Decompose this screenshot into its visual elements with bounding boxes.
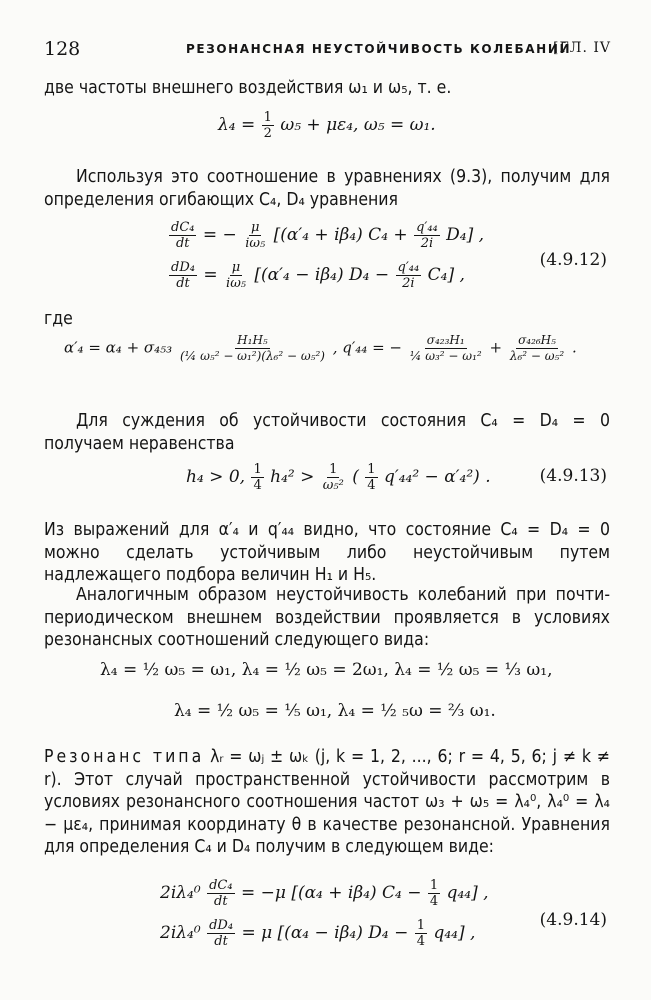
resonance-relations-line-2: λ₄ = ½ ω₅ = ⅕ ω₁, λ₄ = ½ ₅ω = ⅔ ω₁.	[174, 701, 496, 721]
q-numerator: q′₄₄	[416, 220, 438, 235]
inequality-2-lhs: h₄² >	[270, 467, 320, 487]
resonance-relations-line-1: λ₄ = ½ ω₅ = ω₁, λ₄ = ½ ω₅ = 2ω₁, λ₄ = ½ ω₅ = ⅓ ω₁,	[100, 660, 553, 680]
derivative-numerator: dC₄	[171, 220, 195, 235]
fraction-numerator: 1	[367, 462, 376, 477]
plus-sign: +	[489, 338, 503, 357]
paragraph-4: Из выражений для α′₄ и q′₄₄ видно, что состояние C₄ = D₄ = 0 можно сделать устойчивым либо неустойчивым путем надлежащего подбора величин H₁ и H₅.	[44, 520, 610, 585]
equation-line-2	[168, 260, 465, 291]
equation-4-9-13	[186, 462, 491, 493]
equation-body: = μ [(α₄ − iβ₄) D₄ −	[241, 923, 414, 943]
fraction-denominator: 4	[416, 934, 426, 949]
q-first-numerator: σ₄₂₃H₁	[426, 333, 465, 347]
equals-sign: =	[203, 265, 218, 285]
page-number: 128	[44, 38, 81, 60]
derivative-denominator: dt	[214, 894, 228, 909]
fraction-numerator: 1	[253, 462, 262, 477]
paragraph-6-body: λᵣ = ωⱼ ± ωₖ (j, k = 1, 2, ..., 6; r = 4, 5, 6; j ≠ k ≠ r). Этот случай пространственной устойчивости рассмотрим в условиях резонансного соотношения частот ω₃ + ω₅ = λ₄⁰, λ₄⁰ = λ₄ − με₄, принимая координату θ в качестве резонансной. Уравнения для определения C₄ и D₄ получим в следующем виде:	[44, 747, 610, 857]
equation-body: = −μ [(α₄ + iβ₄) C₄ −	[240, 883, 427, 903]
formula-lhs: λ₄ =	[218, 115, 261, 135]
derivative-denominator: dt	[176, 276, 190, 291]
paragraph-2: Используя это соотношение в уравнениях (9.3), получим для определения огибающих C₄, D₄ уравнения	[44, 167, 610, 210]
equation-number-4-9-14: (4.9.14)	[539, 910, 607, 930]
equation-end: D₄] ,	[446, 225, 485, 245]
formula-rest: ω₅ + με₄, ω₅ = ω₁.	[280, 115, 436, 135]
mu-denominator: iω₅	[245, 236, 266, 251]
equation-body: [(α′₄ − iβ₄) D₄ −	[254, 265, 395, 285]
fraction-denominator: 4	[253, 478, 262, 493]
alpha-definition-lhs: α′₄ = α₄ + σ₄₅₃	[64, 338, 173, 357]
derivative-numerator: dC₄	[209, 878, 233, 893]
coefficient: 2iλ₄⁰	[160, 923, 201, 943]
fraction-half	[262, 110, 274, 141]
q-definition-lhs: , q′₄₄ = −	[332, 338, 402, 357]
mu-denominator: iω₅	[226, 276, 247, 291]
paragraph-1: две частоты внешнего воздействия ω₁ и ω₅, т. е.	[44, 78, 452, 98]
period: .	[571, 338, 577, 357]
fraction-numerator: 1	[416, 918, 426, 933]
page-header	[44, 38, 611, 62]
q-numerator: q′₄₄	[397, 260, 420, 275]
fraction-denominator: 2	[263, 126, 272, 141]
fraction-denominator: 4	[367, 478, 376, 493]
coefficient: 2iλ₄⁰	[160, 883, 201, 903]
formula-definitions	[64, 333, 577, 364]
derivative-denominator: dt	[175, 236, 190, 251]
inequality-2-rhs: q′₄₄² − α′₄²) .	[383, 467, 491, 487]
section-run-in-title: Резонанс типа	[44, 747, 205, 767]
q-first-denominator: ¼ ω₃² − ω₁²	[409, 349, 482, 363]
mu-numerator: μ	[250, 220, 260, 235]
derivative-numerator: dD₄	[209, 918, 234, 933]
equation-line-2	[160, 918, 475, 949]
equals-minus: = −	[202, 225, 237, 245]
equation-line-1	[160, 878, 489, 909]
equation-end: C₄] ,	[427, 265, 465, 285]
alpha-numerator: H₁H₅	[237, 333, 268, 347]
running-title: РЕЗОНАНСНАЯ НЕУСТОЙЧИВОСТЬ КОЛЕБАНИЙ	[186, 42, 572, 56]
equation-body: [(α′₄ + iβ₄) C₄ +	[273, 225, 414, 245]
alpha-denominator: (¼ ω₅² − ω₁²)(λ₆² − ω₅²)	[179, 349, 325, 363]
fraction-numerator: 1	[263, 110, 272, 125]
q-second-denominator: λ₆² − ω₅²	[509, 349, 565, 363]
chapter-label: [ГЛ. IV	[553, 40, 611, 56]
where-label: где	[44, 309, 73, 329]
equation-line-1	[168, 220, 484, 251]
open-paren: (	[352, 467, 359, 487]
mu-numerator: μ	[231, 260, 241, 275]
paragraph-5: Аналогичным образом неустойчивость колебаний при почти-периодическом внешнем воздействии проявляется в условиях резонансных соотношений следующего вида:	[44, 585, 610, 650]
equation-number-4-9-12: (4.9.12)	[539, 250, 607, 270]
fraction-denominator: 4	[429, 894, 439, 909]
q-denominator: 2i	[402, 276, 415, 291]
equation-end: q₄₄] ,	[433, 923, 476, 943]
q-second-numerator: σ₄₂₆H₅	[518, 333, 556, 347]
paragraph-6	[44, 746, 610, 859]
fraction-numerator: 1	[429, 878, 439, 893]
derivative-denominator: dt	[214, 934, 228, 949]
equation-end: q₄₄] ,	[446, 883, 489, 903]
fraction-numerator: 1	[329, 462, 338, 477]
fraction-denominator: ω₅²	[322, 478, 344, 493]
inequality-1: h₄ > 0,	[186, 467, 251, 487]
derivative-numerator: dD₄	[171, 260, 195, 275]
equation-number-4-9-13: (4.9.13)	[539, 466, 607, 486]
paragraph-3: Для суждения об устойчивости состояния C₄ = D₄ = 0 получаем неравенства	[44, 411, 610, 454]
formula-resonance-condition	[218, 110, 436, 141]
q-denominator: 2i	[420, 236, 434, 251]
